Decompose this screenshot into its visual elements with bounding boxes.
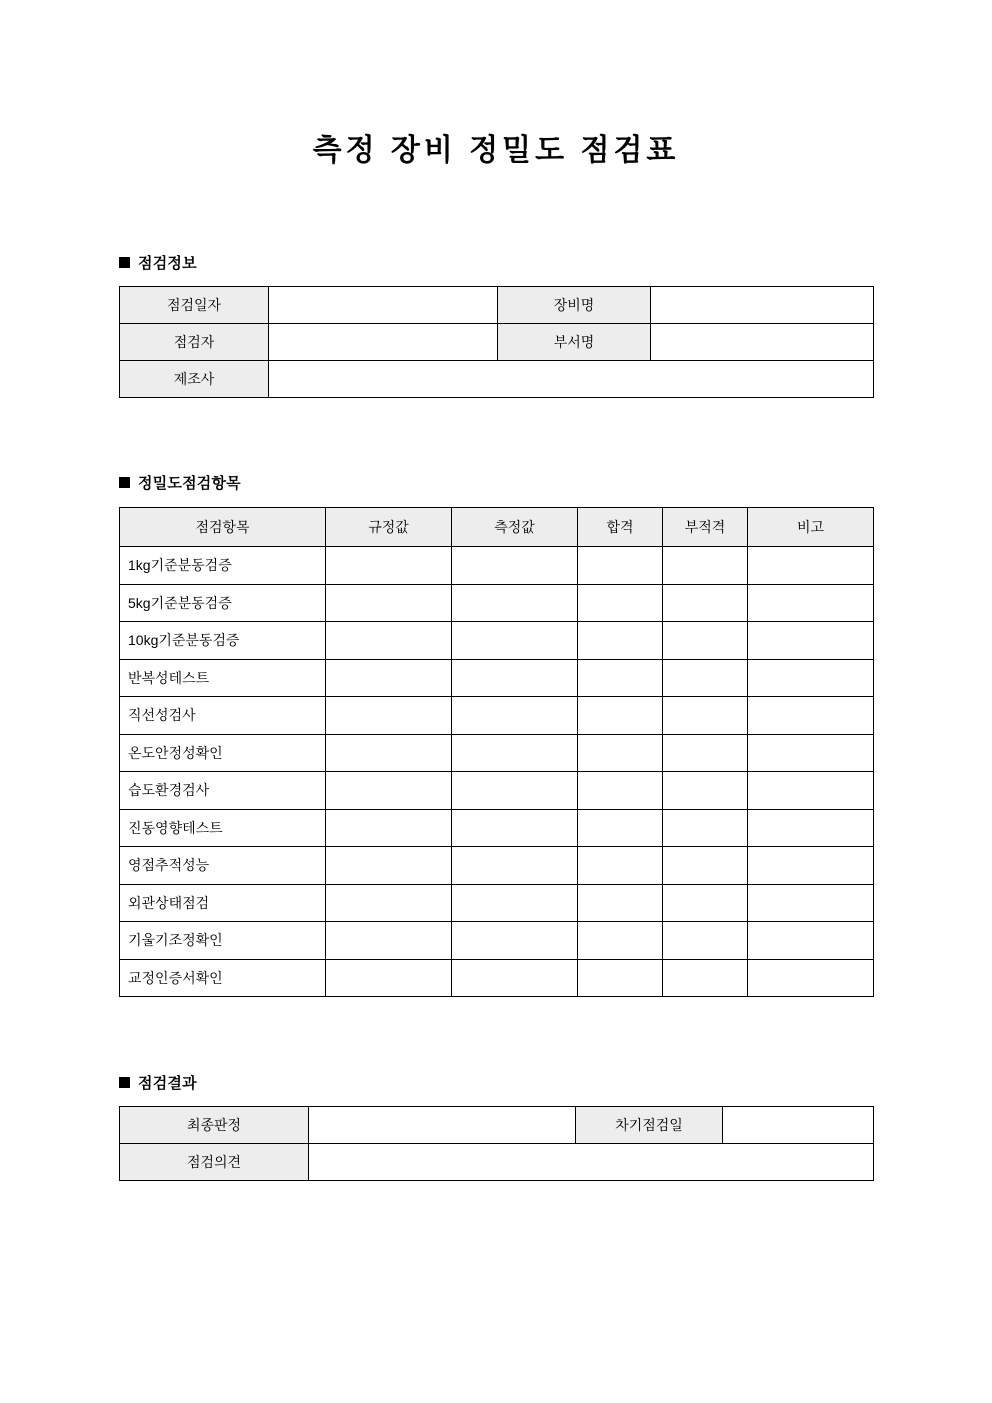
cell-remarks[interactable] [748,884,874,922]
cell-pass[interactable] [578,884,663,922]
field-department[interactable] [651,324,874,361]
cell-spec-value[interactable] [326,772,452,810]
cell-item-name: 영점추적성능 [120,847,326,885]
field-manufacturer[interactable] [269,361,874,398]
field-inspector[interactable] [269,324,498,361]
cell-remarks[interactable] [748,622,874,660]
label-inspection-opinion: 점검의견 [120,1144,309,1181]
cell-measured-value[interactable] [452,809,578,847]
table-row [120,922,874,960]
cell-item-name: 10kg기준분동검증 [120,622,326,660]
table-row [120,884,874,922]
cell-remarks[interactable] [748,922,874,960]
cell-measured-value[interactable] [452,659,578,697]
cell-spec-value[interactable] [326,922,452,960]
cell-fail[interactable] [663,884,748,922]
cell-item-name: 교정인증서확인 [120,959,326,997]
precision-inspection-items-table [119,507,874,997]
table-row [120,324,874,361]
field-next-inspection-date[interactable] [723,1107,874,1144]
cell-spec-value[interactable] [326,622,452,660]
table-row [120,697,874,735]
cell-remarks[interactable] [748,659,874,697]
cell-fail[interactable] [663,547,748,585]
cell-measured-value[interactable] [452,772,578,810]
cell-measured-value[interactable] [452,884,578,922]
cell-remarks[interactable] [748,847,874,885]
label-next-inspection-date: 차기점검일 [576,1107,723,1144]
field-inspection-date[interactable] [269,287,498,324]
column-header-measured-value: 측정값 [452,508,578,547]
table-row [120,622,874,660]
section-heading-result [119,1072,197,1093]
field-equipment-name[interactable] [651,287,874,324]
cell-pass[interactable] [578,922,663,960]
cell-fail[interactable] [663,847,748,885]
section-heading-info [119,252,197,273]
cell-fail[interactable] [663,659,748,697]
cell-remarks[interactable] [748,697,874,735]
column-header-pass: 합격 [578,508,663,547]
cell-spec-value[interactable] [326,734,452,772]
section-heading-items [119,472,241,493]
cell-fail[interactable] [663,622,748,660]
table-row [120,1144,874,1181]
cell-item-name: 1kg기준분동검증 [120,547,326,585]
cell-fail[interactable] [663,697,748,735]
inspection-result-table [119,1106,874,1181]
table-row [120,659,874,697]
label-manufacturer: 제조사 [120,361,269,398]
cell-pass[interactable] [578,584,663,622]
cell-fail[interactable] [663,922,748,960]
cell-item-name: 반복성테스트 [120,659,326,697]
page-title: 측정 장비 정밀도 점검표 [312,134,680,167]
column-header-remarks: 비고 [748,508,874,547]
cell-item-name: 외관상태점검 [120,884,326,922]
cell-spec-value[interactable] [326,547,452,585]
table-row [120,772,874,810]
cell-pass[interactable] [578,547,663,585]
black-square-bullet-icon [119,1077,130,1088]
cell-spec-value[interactable] [326,697,452,735]
cell-item-name: 직선성검사 [120,697,326,735]
cell-measured-value[interactable] [452,734,578,772]
label-equipment-name: 장비명 [498,287,651,324]
cell-pass[interactable] [578,697,663,735]
cell-item-name: 5kg기준분동검증 [120,584,326,622]
cell-fail[interactable] [663,584,748,622]
column-header-spec-value: 규정값 [326,508,452,547]
cell-pass[interactable] [578,622,663,660]
cell-item-name: 진동영향테스트 [120,809,326,847]
field-inspection-opinion[interactable] [309,1144,874,1181]
cell-remarks[interactable] [748,772,874,810]
section-heading-result-label: 점검결과 [138,1075,197,1092]
cell-item-name: 습도환경검사 [120,772,326,810]
table-row [120,287,874,324]
cell-spec-value[interactable] [326,959,452,997]
field-final-judgement[interactable] [309,1107,576,1144]
cell-remarks[interactable] [748,959,874,997]
black-square-bullet-icon [119,257,130,268]
label-inspection-date: 점검일자 [120,287,269,324]
cell-measured-value[interactable] [452,847,578,885]
column-header-item: 점검항목 [120,508,326,547]
cell-pass[interactable] [578,772,663,810]
cell-spec-value[interactable] [326,809,452,847]
cell-pass[interactable] [578,659,663,697]
cell-remarks[interactable] [748,584,874,622]
cell-pass[interactable] [578,959,663,997]
table-row [120,547,874,585]
cell-spec-value[interactable] [326,884,452,922]
cell-item-name: 온도안정성확인 [120,734,326,772]
cell-spec-value[interactable] [326,584,452,622]
black-square-bullet-icon [119,477,130,488]
cell-pass[interactable] [578,809,663,847]
label-department: 부서명 [498,324,651,361]
inspection-info-table [119,286,874,398]
cell-spec-value[interactable] [326,659,452,697]
cell-measured-value[interactable] [452,584,578,622]
cell-fail[interactable] [663,734,748,772]
cell-measured-value[interactable] [452,959,578,997]
cell-measured-value[interactable] [452,622,578,660]
table-row [120,847,874,885]
cell-measured-value[interactable] [452,697,578,735]
cell-remarks[interactable] [748,547,874,585]
cell-remarks[interactable] [748,809,874,847]
cell-fail[interactable] [663,809,748,847]
cell-item-name: 기울기조정확인 [120,922,326,960]
cell-remarks[interactable] [748,734,874,772]
cell-spec-value[interactable] [326,847,452,885]
cell-fail[interactable] [663,772,748,810]
table-row [120,361,874,398]
table-row [120,734,874,772]
section-heading-items-label: 정밀도점검항목 [138,475,241,492]
table-header-row [120,508,874,547]
label-final-judgement: 최종판정 [120,1107,309,1144]
cell-measured-value[interactable] [452,922,578,960]
cell-measured-value[interactable] [452,547,578,585]
section-heading-info-label: 점검정보 [138,255,197,272]
cell-fail[interactable] [663,959,748,997]
column-header-fail: 부적격 [663,508,748,547]
label-inspector: 점검자 [120,324,269,361]
table-row [120,1107,874,1144]
table-row [120,809,874,847]
cell-pass[interactable] [578,734,663,772]
table-row [120,959,874,997]
table-row [120,584,874,622]
cell-pass[interactable] [578,847,663,885]
